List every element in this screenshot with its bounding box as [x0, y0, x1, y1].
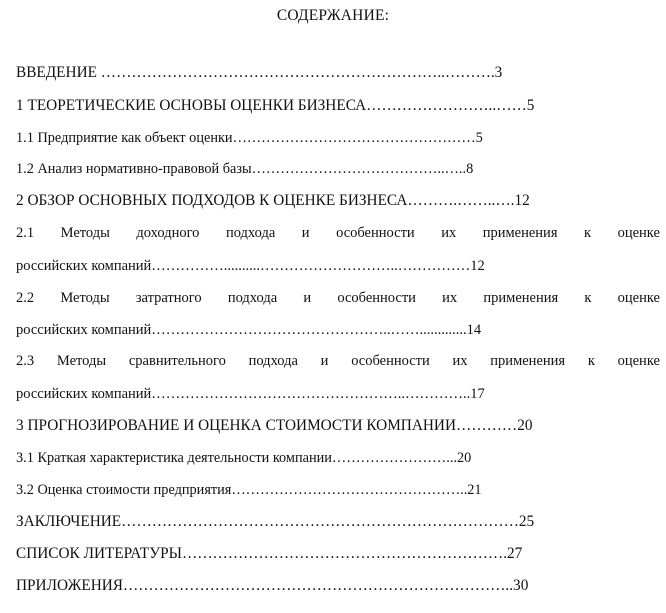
toc-entry-references: СПИСОК ЛИТЕРАТУРЫ……………………………………………………….27	[16, 545, 523, 562]
toc-entry-section-2-1-line2: российских компаний……………..........………………………..……………12	[16, 258, 485, 274]
toc-word: доходного	[136, 225, 200, 241]
toc-entry-chapter-1: 1 ТЕОРЕТИЧЕСКИЕ ОСНОВЫ ОЦЕНКИ БИЗНЕСА……………………..……5	[16, 97, 535, 114]
toc-word: особенности	[351, 353, 430, 369]
toc-word: особенности	[337, 290, 416, 306]
toc-word: Методы	[56, 353, 107, 369]
toc-entry-section-3-1: 3.1 Краткая характеристика деятельности компании……………………...20	[16, 450, 472, 466]
toc-entry-section-1-1: 1.1 Предприятие как объект оценки……………………………………………5	[16, 130, 483, 146]
toc-word: 2.1	[16, 225, 35, 241]
toc-entry-section-3-2: 3.2 Оценка стоимости предприятия…………………………………………..21	[16, 482, 482, 498]
toc-word: их	[452, 353, 468, 369]
toc-word: Методы	[60, 225, 110, 241]
toc-word: к	[584, 290, 592, 306]
toc-word: применения	[490, 353, 566, 369]
toc-word: Методы	[60, 290, 110, 306]
toc-entry-section-2-3-line1	[16, 351, 660, 371]
toc-entry-section-2-3-line2: российских компаний……………………………………………..…………..17	[16, 386, 485, 402]
toc-word: оценке	[617, 290, 660, 306]
toc-title: СОДЕРЖАНИЕ:	[276, 7, 390, 24]
toc-word: их	[441, 225, 457, 241]
toc-word: и	[301, 225, 310, 241]
toc-word: особенности	[336, 225, 415, 241]
toc-entry-introduction: ВВЕДЕНИЕ …………………………………………………………..……….3	[16, 64, 503, 81]
toc-entry-section-2-2-line2: российских компаний…………………………………………..…….............14	[16, 322, 482, 338]
toc-entry-section-2-2-line1	[16, 288, 660, 308]
toc-word: применения	[482, 225, 558, 241]
toc-word: к	[584, 225, 592, 241]
toc-word: их	[442, 290, 458, 306]
toc-word: оценке	[617, 225, 660, 241]
toc-entry-conclusion: ЗАКЛЮЧЕНИЕ……………………………………………………………………25	[16, 513, 535, 530]
toc-word: подхода	[248, 353, 298, 369]
toc-word: применения	[483, 290, 559, 306]
toc-word: 2.3	[16, 353, 35, 369]
toc-word: к	[587, 353, 595, 369]
toc-word: подхода	[225, 225, 276, 241]
toc-entry-appendices: ПРИЛОЖЕНИЯ…………………………………………………………………..30	[16, 577, 529, 594]
toc-entry-section-1-2: 1.2 Анализ нормативно-правовой базы…………………………………..…..8	[16, 161, 474, 177]
toc-word: затратного	[135, 290, 202, 306]
toc-word: оценке	[617, 353, 660, 369]
toc-word: подхода	[227, 290, 278, 306]
toc-entry-chapter-3: 3 ПРОГНОЗИРОВАНИЕ И ОЦЕНКА СТОИМОСТИ КОМПАНИИ…………20	[16, 417, 533, 434]
toc-entry-section-2-1-line1	[16, 223, 660, 243]
toc-word: и	[320, 353, 329, 369]
toc-entry-chapter-2: 2 ОБЗОР ОСНОВНЫХ ПОДХОДОВ К ОЦЕНКЕ БИЗНЕСА……….……..….12	[16, 192, 530, 209]
toc-word: сравнительного	[128, 353, 226, 369]
toc-word: 2.2	[16, 290, 35, 306]
toc-word: и	[303, 290, 312, 306]
